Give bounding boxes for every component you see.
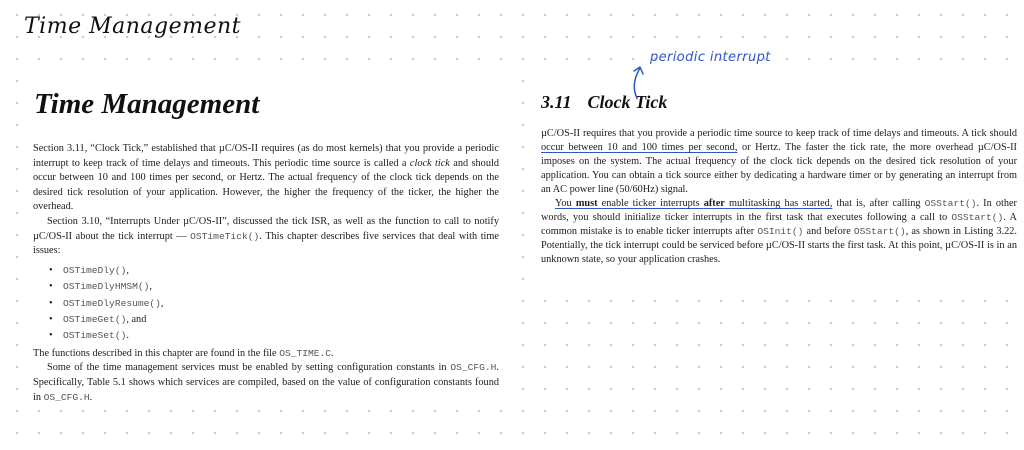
- service-item: • OSTimeDly(),: [63, 263, 499, 279]
- left-paragraph-4: Some of the time management services must be enabled by setting configuration constants in OS_CFG.H. Specifically, Table 5.1 shows which services are compiled, based on the value of configuration constants found in OS_CFG.H.: [33, 362, 499, 403]
- left-paragraph-1: Section 3.11, “Clock Tick,” established that µC/OS-II requires (as do most kernels) that you provide a periodic interrupt to keep track of time delays and timeouts. This periodic time source is called a clock tick and should occur between 10 and 100 times per second, or Hertz. The actual frequency of the clock tick depends on the desired tick resolution of your application. However, the higher the frequency of the ticker, the higher the overhead.: [33, 143, 499, 213]
- underlined-sentence: You must enable ticker interrupts after multitasking has started,: [555, 198, 833, 209]
- right-paragraph-2: You must enable ticker interrupts after multitasking has started, that is, after calling OSStart(). In other words, you should initialize ticker interrupts in the first task that executes following a call to OSStart(). A common mistake is to enable ticker interrupts after OSInit() and before OSStart(), as shown in Listing 3.22. Potentially, the tick interrupt could be serviced before µC/OS-II starts the first task. At this point, µC/OS-II is in an unknown state, so your application crashes.: [541, 198, 1017, 265]
- service-item: • OSTimeSet().: [63, 328, 499, 344]
- right-body: [541, 127, 1017, 267]
- right-paragraph-1: µC/OS-II requires that you provide a periodic time source to keep track of time delays and timeouts. A tick should occur between 10 and 100 times per second, or Hertz. The faster the tick rate, the more overhead µC/OS-II imposes on the system. The actual frequency of the clock tick depends on the desired tick resolution of your application. You can obtain a tick source either by dedicating a hardware timer or by generating an interrupt from an AC power line (50/60Hz) signal.: [541, 128, 1017, 195]
- left-paragraph-2: Section 3.10, “Interrupts Under µC/OS-II”, discussed the tick ISR, as well as the function to call to notify µC/OS-II about the tick interrupt — OSTimeTick(). This chapter describes five services that deal with time issues:: [33, 215, 499, 257]
- service-item: • OSTimeGet(), and: [63, 312, 499, 328]
- services-list: [33, 263, 499, 345]
- left-paragraph-3: The functions described in this chapter are found in the file OS_TIME.C.: [33, 347, 334, 359]
- service-item: • OSTimeDlyHMSM(),: [63, 279, 499, 295]
- underlined-phrase: occur between 10 and 100 times per second,: [541, 142, 738, 153]
- section-number: 3.11: [541, 92, 572, 112]
- left-body: [33, 142, 499, 405]
- chapter-title: Time Management: [34, 88, 260, 120]
- section-title: Clock Tick: [587, 92, 668, 112]
- handwritten-annotation: periodic interrupt: [650, 50, 771, 65]
- handwritten-title: Time Management: [24, 14, 242, 39]
- service-item: • OSTimeDlyResume(),: [63, 296, 499, 312]
- left-page-excerpt: [30, 80, 504, 403]
- right-page-excerpt: [538, 80, 1022, 280]
